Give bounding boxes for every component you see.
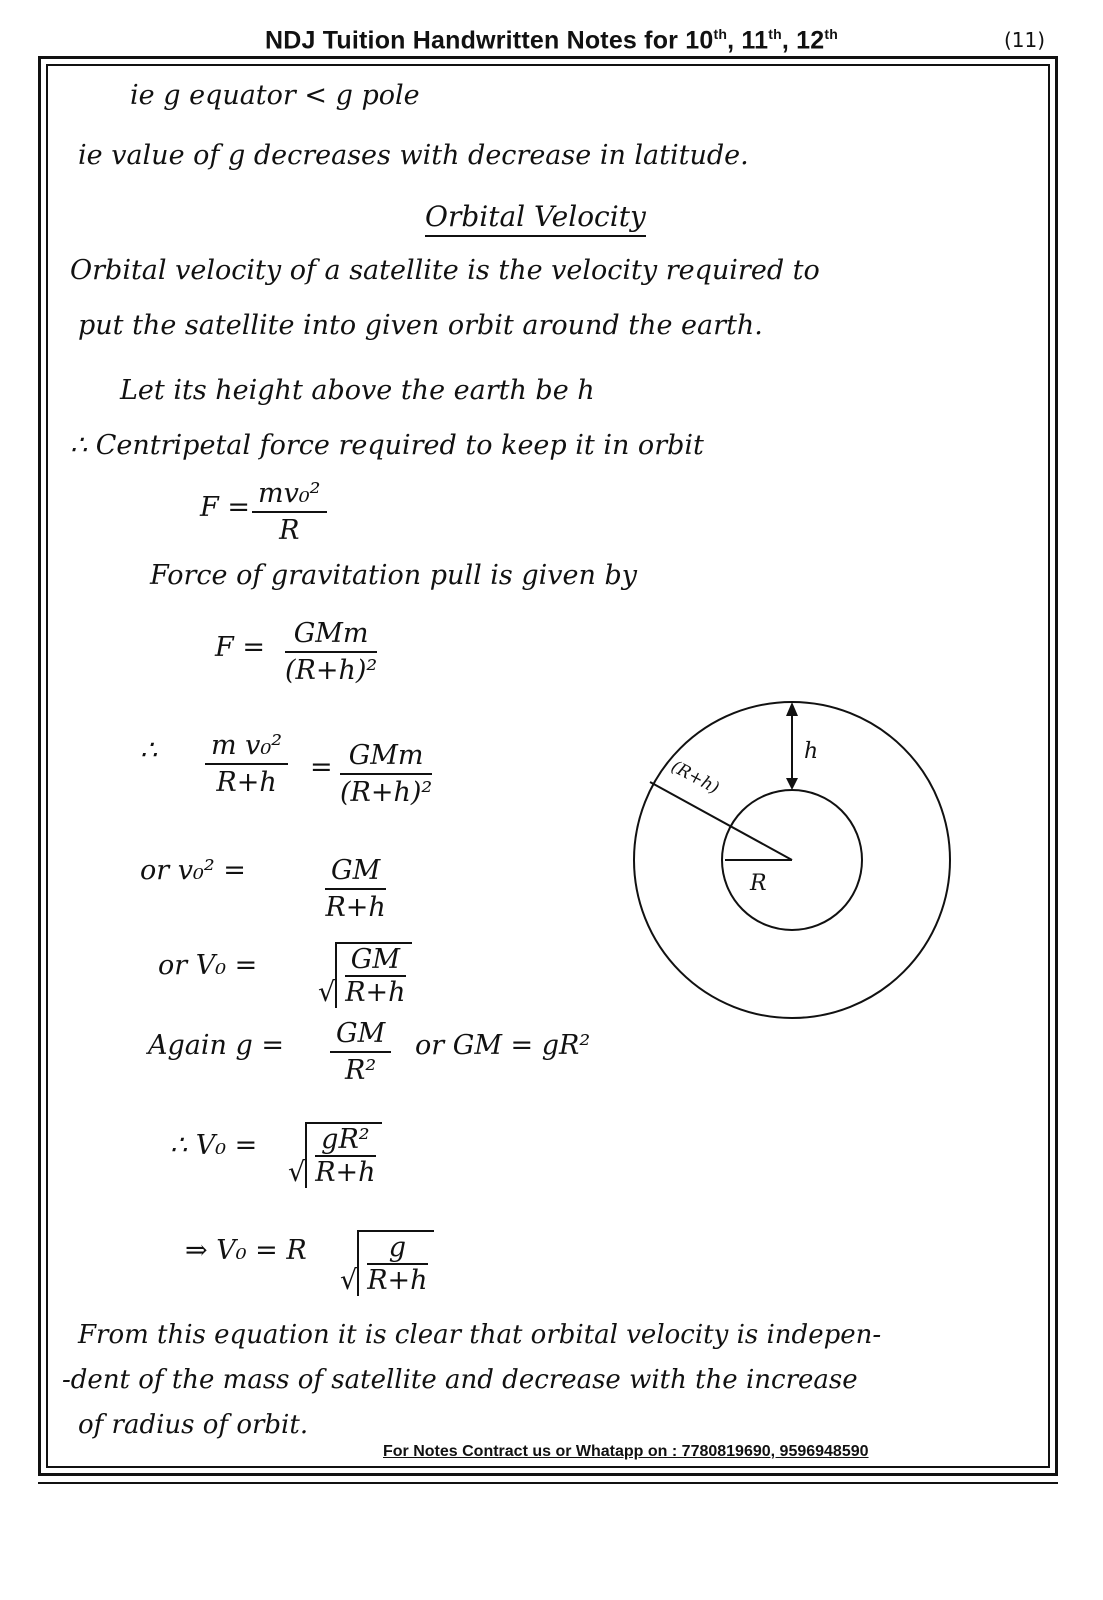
note-line-9: -dent of the mass of satellite and decrease with the increase bbox=[62, 1365, 858, 1395]
header-sup-1: th bbox=[713, 26, 728, 42]
height-arrow-bottom-icon bbox=[786, 778, 798, 790]
eq3-left-fraction bbox=[205, 730, 288, 798]
sqrt-symbol-icon: √ bbox=[318, 977, 336, 1008]
header-sup-3: th bbox=[824, 26, 838, 42]
eq3-right-denominator: (R+h)² bbox=[340, 777, 433, 808]
note-line-3: Orbital velocity of a satellite is the velocity required to bbox=[70, 255, 820, 286]
eq2-lhs: F = bbox=[215, 632, 265, 663]
eq5-numerator: GM bbox=[345, 944, 405, 977]
note-line-10: of radius of orbit. bbox=[78, 1410, 309, 1440]
height-arrow-top-icon bbox=[786, 702, 798, 716]
eq8-numerator: g bbox=[367, 1232, 427, 1265]
eq1-fraction bbox=[252, 478, 327, 546]
sqrt-symbol-icon: √ bbox=[340, 1265, 358, 1296]
note-line-2: ie value of g decreases with decrease in latitude. bbox=[78, 140, 749, 171]
label-r: R bbox=[750, 871, 767, 896]
eq2-denominator: (R+h)² bbox=[285, 655, 378, 686]
eq2-fraction bbox=[285, 618, 377, 686]
eq5-lhs: or V₀ = bbox=[158, 950, 258, 981]
header-sup-2: th bbox=[768, 26, 782, 42]
eq7-lhs: ∴ V₀ = bbox=[170, 1130, 258, 1161]
page-number: (11) bbox=[1003, 28, 1045, 52]
eq1-denominator: R bbox=[279, 515, 300, 546]
eq8-lhs: ⇒ V₀ = R bbox=[185, 1235, 307, 1266]
section-heading: Orbital Velocity bbox=[425, 200, 646, 237]
eq7-radicand bbox=[305, 1122, 381, 1188]
eq3-left-denominator: R+h bbox=[216, 767, 277, 798]
eq8-radicand bbox=[357, 1230, 433, 1296]
eq6-rhs: or GM = gR² bbox=[415, 1030, 591, 1061]
eq1-numerator: mv₀² bbox=[252, 478, 327, 513]
note-line-1: ie g equator < g pole bbox=[130, 80, 420, 111]
eq5-denominator: R+h bbox=[345, 977, 406, 1008]
header-text: NDJ Tuition Handwritten Notes for 10 bbox=[265, 26, 714, 55]
eq8-sqrt bbox=[340, 1230, 434, 1296]
eq4-lhs: or v₀² = bbox=[140, 855, 246, 886]
eq3-right-numerator: GMm bbox=[340, 740, 432, 775]
eq5-sqrt bbox=[318, 942, 412, 1008]
note-line-6: ∴ Centripetal force required to keep it in orbit bbox=[70, 430, 704, 461]
eq2-numerator: GMm bbox=[285, 618, 377, 653]
sqrt-symbol-icon: √ bbox=[288, 1157, 306, 1188]
footer-contact: For Notes Contract us or Whatapp on : 7780819690, 9596948590 bbox=[383, 1443, 869, 1460]
note-line-7: Force of gravitation pull is given by bbox=[150, 560, 638, 591]
eq1-lhs: F = bbox=[200, 492, 250, 523]
eq4-numerator: GM bbox=[325, 855, 386, 890]
eq8-denominator: R+h bbox=[367, 1265, 428, 1296]
eq3-left-numerator: m v₀² bbox=[205, 730, 288, 765]
eq6-numerator: GM bbox=[330, 1018, 391, 1053]
eq6-lhs: Again g = bbox=[148, 1030, 284, 1061]
eq7-numerator: gR² bbox=[315, 1124, 375, 1157]
note-line-4: put the satellite into given orbit around the earth. bbox=[78, 310, 763, 341]
page-border-bottom bbox=[38, 1482, 1058, 1484]
eq7-denominator: R+h bbox=[315, 1157, 376, 1188]
eq3-equals: = bbox=[310, 752, 333, 783]
label-r-plus-h: (R+h) bbox=[667, 756, 723, 799]
eq4-fraction bbox=[325, 855, 386, 923]
header-sep-2: , 12 bbox=[781, 26, 825, 55]
eq3-therefore: ∴ bbox=[140, 735, 158, 766]
eq3-right-fraction bbox=[340, 740, 432, 808]
note-line-5: Let its height above the earth be h bbox=[120, 375, 595, 406]
eq4-denominator: R+h bbox=[325, 892, 386, 923]
eq6-fraction bbox=[330, 1018, 391, 1086]
eq5-radicand bbox=[335, 942, 411, 1008]
header-sep-1: , 11 bbox=[727, 26, 769, 55]
page-header bbox=[0, 26, 1103, 55]
eq7-sqrt bbox=[288, 1122, 382, 1188]
label-h: h bbox=[804, 739, 819, 764]
orbit-diagram bbox=[620, 690, 980, 1050]
eq6-denominator: R² bbox=[345, 1055, 377, 1086]
note-line-8: From this equation it is clear that orbital velocity is indepen- bbox=[78, 1320, 882, 1350]
